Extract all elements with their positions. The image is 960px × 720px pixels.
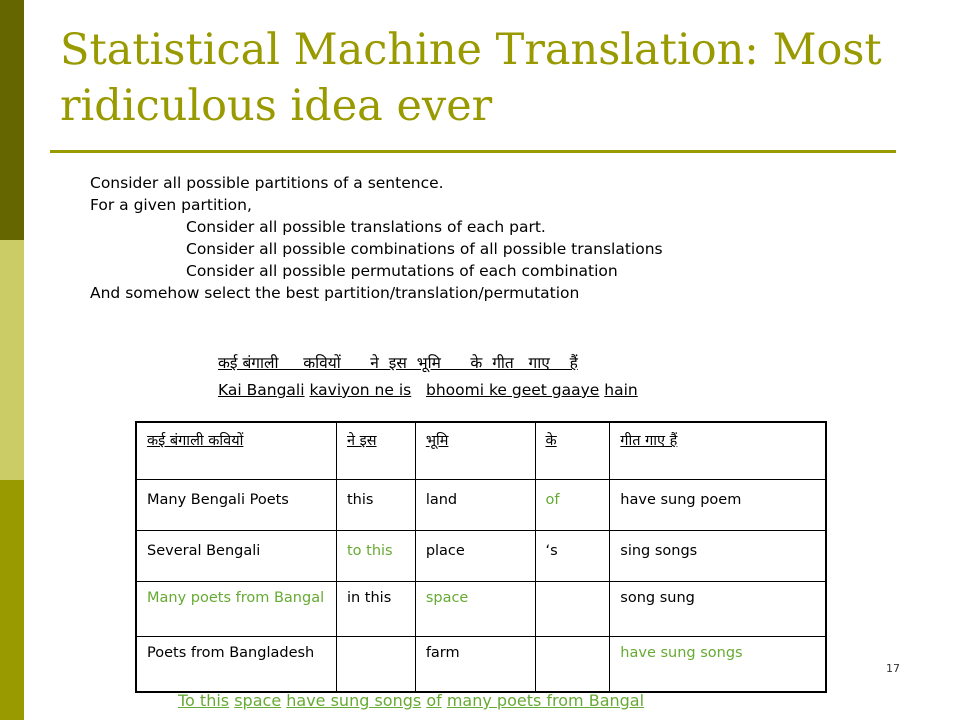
sidebar-decoration: [0, 0, 24, 720]
table-cell: sing songs: [610, 531, 826, 582]
body-line-indented: Consider all possible permutations of each combination: [186, 262, 618, 280]
body-line: And somehow select the best partition/translation/permutation: [90, 284, 580, 302]
roman-part: kaviyon ne is: [309, 381, 412, 399]
table-cell: this: [336, 480, 415, 531]
table-cell-selected: Many poets from Bangal: [136, 582, 336, 637]
body-line-indented: Consider all possible translations of each part.: [186, 218, 546, 236]
table-cell: land: [415, 480, 535, 531]
table-cell: [535, 637, 610, 693]
table-cell-selected: to this: [336, 531, 415, 582]
table-cell: have sung poem: [610, 480, 826, 531]
body-line-indented: Consider all possible combinations of all possible translations: [186, 240, 663, 258]
table-cell: [535, 582, 610, 637]
result-part: To this: [178, 691, 230, 710]
result-translation: [178, 690, 644, 712]
sidebar-segment-dark: [0, 0, 24, 240]
table-cell-selected: of: [535, 480, 610, 531]
hindi-sentence: कई बंगाली कवियों ने इस भूमि के गीत गाए हैं: [218, 354, 578, 372]
translation-options-table: [135, 421, 827, 693]
roman-part: bhoomi ke geet gaaye: [426, 381, 600, 399]
header-cell-text: कई बंगाली कवियों: [147, 433, 244, 449]
body-text: [90, 172, 910, 304]
body-line: Consider all possible partitions of a sentence.: [90, 174, 444, 192]
table-cell: ‘s: [535, 531, 610, 582]
table-cell: [415, 422, 535, 480]
header-cell-text: के: [545, 433, 557, 449]
table-cell: [610, 422, 826, 480]
table-row: [136, 480, 826, 531]
table-cell: farm: [415, 637, 535, 693]
page-number: 17: [886, 662, 900, 675]
table-cell: [535, 422, 610, 480]
table-cell: [336, 637, 415, 693]
table-row: [136, 531, 826, 582]
result-part: have sung songs: [286, 691, 422, 710]
table-row: [136, 637, 826, 693]
table-cell: [136, 422, 336, 480]
header-cell-text: गीत गाए हैं: [620, 433, 678, 449]
header-cell-text: ने इस: [346, 433, 377, 449]
table-cell-selected: have sung songs: [610, 637, 826, 693]
header-cell-text: भूमि: [425, 433, 449, 449]
table-cell: in this: [336, 582, 415, 637]
sidebar-segment-mid: [0, 480, 24, 720]
table-header-row: [136, 422, 826, 480]
roman-part: Kai Bangali: [218, 381, 305, 399]
result-part: of: [426, 691, 442, 710]
slide-title: Statistical Machine Translation: Most ridiculous idea ever: [60, 25, 882, 131]
table-cell: Poets from Bangladesh: [136, 637, 336, 693]
title-divider: [50, 150, 896, 153]
table-cell: Several Bengali: [136, 531, 336, 582]
table-cell: [336, 422, 415, 480]
table-row: [136, 582, 826, 637]
table-cell: Many Bengali Poets: [136, 480, 336, 531]
result-part: space: [234, 691, 282, 710]
table-cell: song sung: [610, 582, 826, 637]
body-line: For a given partition,: [90, 196, 252, 214]
roman-part: hain: [604, 381, 638, 399]
result-part: many poets from Bangal: [446, 691, 645, 710]
transliterated-sentence: [218, 379, 638, 401]
table-cell: place: [415, 531, 535, 582]
table-cell-selected: space: [415, 582, 535, 637]
sidebar-segment-light: [0, 240, 24, 480]
